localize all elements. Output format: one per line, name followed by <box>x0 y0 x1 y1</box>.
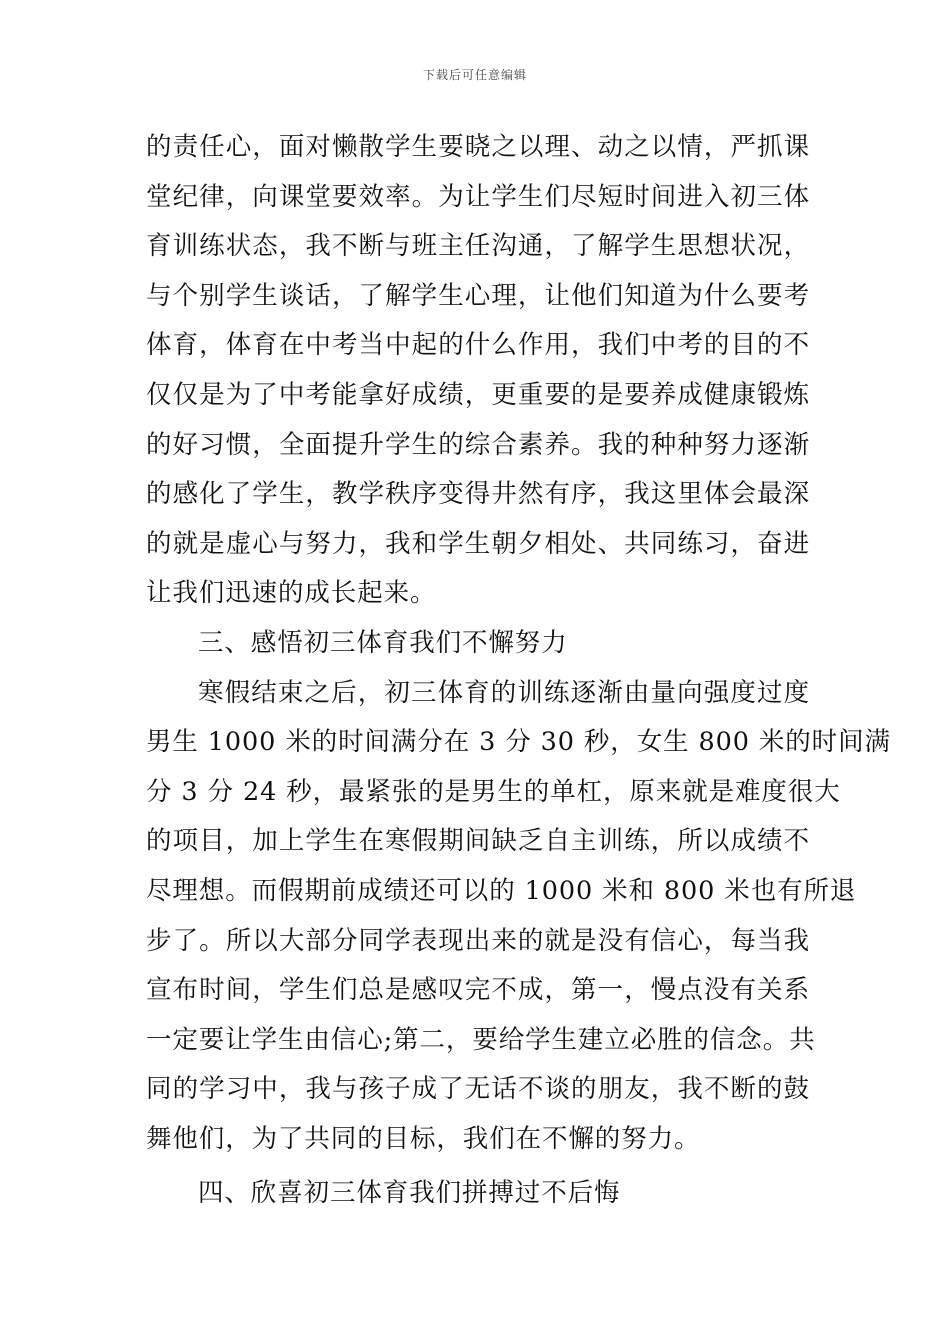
text-line: 男生 1000 米的时间满分在 3 分 30 秒，女生 800 米的时间满 <box>146 727 891 758</box>
text-line: 分 3 分 24 秒，最紧张的是男生的单杠，原来就是难度很大 <box>146 776 841 807</box>
text-line: 堂纪律，向课堂要效率。为让学生们尽短时间进入初三体 <box>146 181 810 212</box>
text-line: 同的学习中，我与孩子成了无话不谈的朋友，我不断的鼓 <box>146 1074 810 1105</box>
text-line: 育训练状态，我不断与班主任沟通，了解学生思想状况， <box>146 231 810 262</box>
text-line: 的责任心，面对懒散学生要晓之以理、动之以情，严抓课 <box>146 132 810 162</box>
text-line: 的好习惯，全面提升学生的综合素养。我的种种努力逐渐 <box>146 429 810 460</box>
text-line: 与个别学生谈话，了解学生心理，让他们知道为什么要考 <box>146 280 810 311</box>
body-text <box>146 123 891 1219</box>
text-line: 宣布时间，学生们总是感叹完不成，第一，慢点没有关系 <box>146 975 810 1006</box>
text-line: 舞他们，为了共同的目标，我们在不懈的努力。 <box>146 1123 701 1154</box>
text-line: 一定要让学生由信心;第二，要给学生建立必胜的信念。共 <box>146 1024 816 1055</box>
text-line: 的项目，加上学生在寒假期间缺乏自主训练，所以成绩不 <box>146 826 810 857</box>
text-line: 的感化了学生，教学秩序变得井然有序，我这里体会最深 <box>146 479 810 510</box>
text-line: 的就是虚心与努力，我和学生朝夕相处、共同练习，奋进 <box>146 528 810 559</box>
section-heading: 四、欣喜初三体育我们拼搏过不后悔 <box>198 1178 621 1209</box>
text-line: 步了。所以大部分同学表现出来的就是没有信心，每当我 <box>146 925 810 956</box>
text-line: 寒假结束之后，初三体育的训练逐渐由量向强度过度 <box>198 677 810 708</box>
section-heading: 三、感悟初三体育我们不懈努力 <box>198 627 568 658</box>
text-line: 体育，体育在中考当中起的什么作用，我们中考的目的不 <box>146 330 810 361</box>
page-header: 下载后可任意编辑 <box>422 68 527 82</box>
text-line: 尽理想。而假期前成绩还可以的 1000 米和 800 米也有所退 <box>146 875 857 906</box>
text-line: 仅仅是为了中考能拿好成绩，更重要的是要养成健康锻炼 <box>146 379 810 410</box>
text-line: 让我们迅速的成长起来。 <box>146 578 437 609</box>
